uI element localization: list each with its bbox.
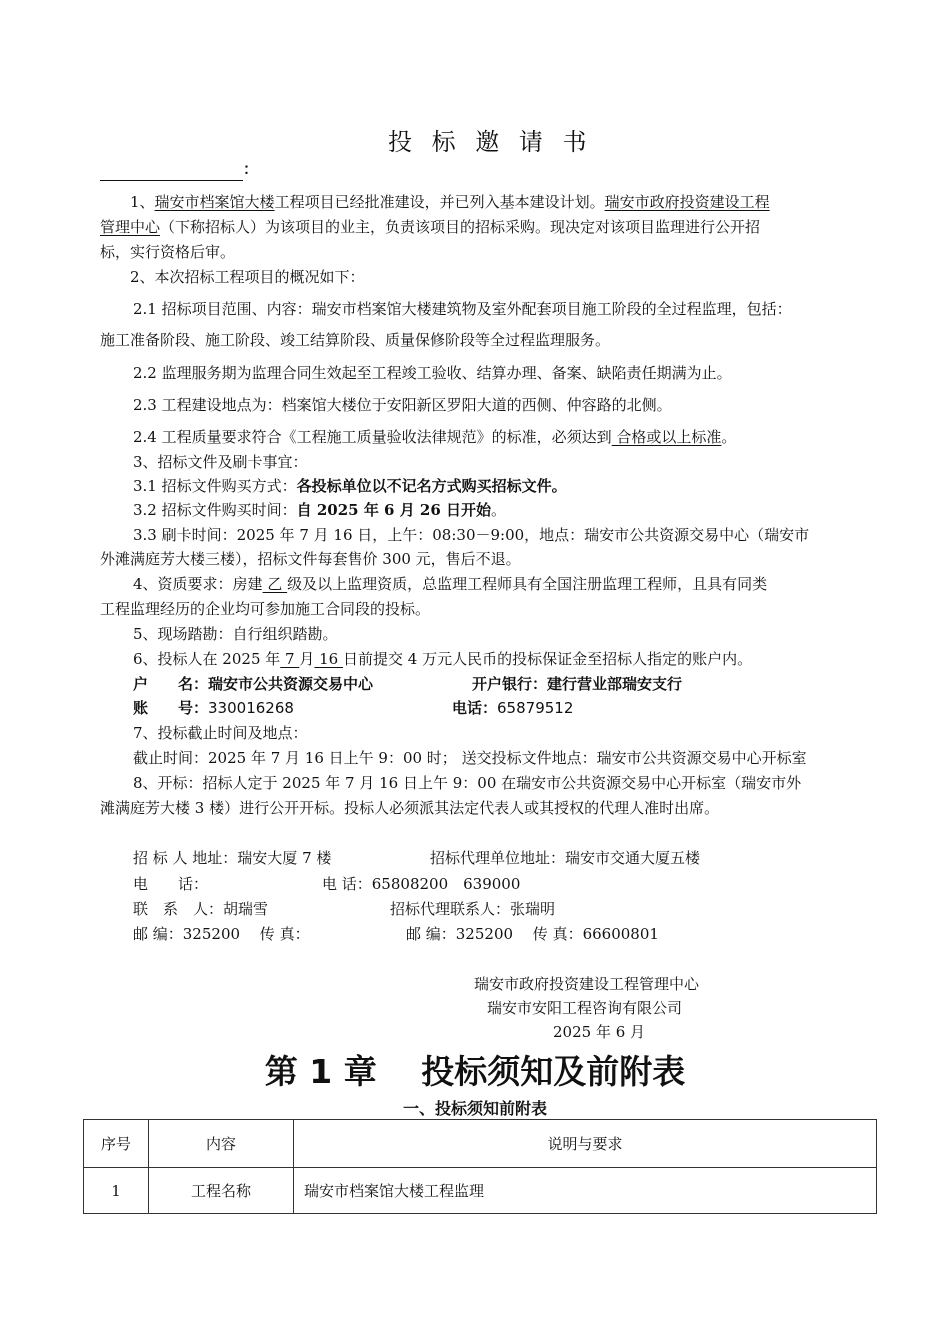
section-3-1: 3.1 招标文件购买方式：各投标单位以不记名方式购买招标文件。 bbox=[133, 477, 567, 495]
quality-standard: 合格或以上标准 bbox=[611, 428, 722, 446]
section-2-1-line-1: 2.1 招标项目范围、内容：瑞安市档案馆大楼建筑物及室外配套项目施工阶段的全过程监理，包括： bbox=[133, 300, 792, 318]
section-4-line-2: 工程监理经历的企业均可参加施工合同段的投标。 bbox=[100, 600, 431, 618]
tenderer-phone: 电 话： bbox=[133, 875, 209, 893]
section-6: 6、投标人在 2025 年 7 月 16 日前提交 4 万元人民币的投标保证金至招标人指定的账户内。 bbox=[133, 650, 753, 668]
row-description: 瑞安市档案馆大楼工程监理 bbox=[294, 1168, 877, 1214]
agent-phone: 电 话：65808200 639000 bbox=[322, 875, 521, 893]
section-2-4: 2.4 工程质量要求符合《工程施工质量验收法律规范》的标准，必须达到 合格或以上标准。 bbox=[133, 428, 737, 446]
para-1-line-2: 管理中心（下称招标人）为该项目的业主，负责该项目的招标采购。现决定对该项目监理进行公开招 bbox=[100, 218, 761, 236]
section-5: 5、现场踏勘：自行组织踏勘。 bbox=[133, 625, 338, 643]
header-index: 序号 bbox=[84, 1120, 149, 1168]
header-content: 内容 bbox=[149, 1120, 294, 1168]
row-index: 1 bbox=[84, 1168, 149, 1214]
row-content: 工程名称 bbox=[149, 1168, 294, 1214]
section-3-3-line-2: 外滩满庭芳大楼三楼），招标文件每套售价 300 元，售后不退。 bbox=[100, 550, 521, 568]
owner-name-part-1: 瑞安市政府投资建设工程 bbox=[604, 193, 770, 211]
section-7-detail: 截止时间：2025 年 7 月 16 日上午 9：00 时； 送交投标文件地点：瑞安市公共资源交易中心开标室 bbox=[133, 749, 807, 767]
signoff-date: 2025 年 6 月 bbox=[553, 1023, 646, 1041]
project-name: 瑞安市档案馆大楼 bbox=[154, 193, 275, 211]
owner-name-part-2: 管理中心 bbox=[100, 218, 161, 236]
section-4-line-1: 4、资质要求：房建 乙 级及以上监理资质，总监理工程师具有全国注册监理工程师，且具有同类 bbox=[133, 575, 768, 593]
tenderer-zip-fax: 邮 编：325200 传 真： bbox=[133, 925, 310, 943]
section-3-3-line-1: 3.3 刷卡时间：2025 年 7 月 16 日，上午：08:30－9:00，地点：瑞安市公共资源交易中心（瑞安市 bbox=[133, 526, 810, 544]
section-3-2: 3.2 招标文件购买时间：自 2025 年 6 月 26 日开始。 bbox=[133, 501, 507, 519]
section-8-line-2: 滩满庭芳大楼 3 楼）进行公开开标。投标人必须派其法定代表人或其授权的代理人准时出席。 bbox=[100, 799, 720, 817]
table-header-row bbox=[84, 1120, 877, 1168]
para-1-line-3: 标，实行资格后审。 bbox=[100, 243, 236, 261]
letter-title: 投 标 邀 请 书 bbox=[388, 128, 593, 156]
agent-contact: 招标代理联系人：张瑞明 bbox=[390, 900, 556, 918]
pre-table bbox=[83, 1119, 877, 1214]
bank-name: 开户银行：建行营业部瑞安支行 bbox=[472, 675, 683, 693]
qualification-grade: 乙 bbox=[262, 575, 288, 593]
salutation-blank bbox=[100, 162, 243, 181]
table-subtitle: 一、投标须知前附表 bbox=[402, 1099, 547, 1118]
deposit-day: 16 bbox=[314, 650, 343, 668]
table-row bbox=[84, 1168, 877, 1214]
section-2-3: 2.3 工程建设地点为：档案馆大楼位于安阳新区罗阳大道的西侧、仲容路的北侧。 bbox=[133, 396, 672, 414]
section-3-heading: 3、招标文件及刷卡事宜： bbox=[133, 453, 308, 471]
para-1-line-1: 1、瑞安市档案馆大楼工程项目已经批准建设，并已列入基本建设计划。瑞安市政府投资建设工程 bbox=[130, 193, 770, 211]
section-8-line-1: 8、开标：招标人定于 2025 年 7 月 16 日上午 9：00 在瑞安市公共资源交易中心开标室（瑞安市外 bbox=[133, 774, 802, 792]
tenderer-address: 招 标 人 地址：瑞安大厦 7 楼 bbox=[133, 849, 332, 867]
account-name: 户 名：瑞安市公共资源交易中心 bbox=[133, 675, 374, 693]
signoff-org-1: 瑞安市政府投资建设工程管理中心 bbox=[474, 975, 700, 993]
agent-zip-fax: 邮 编：325200 传 真：66600801 bbox=[406, 925, 659, 943]
signoff-org-2: 瑞安市安阳工程咨询有限公司 bbox=[487, 999, 683, 1017]
deposit-month: 7 bbox=[280, 650, 300, 668]
section-2-2: 2.2 监理服务期为监理合同生效起至工程竣工验收、结算办理、备案、缺陷责任期满为止。 bbox=[133, 364, 732, 382]
section-2-1-line-2: 施工准备阶段、施工阶段、竣工结算阶段、质量保修阶段等全过程监理服务。 bbox=[100, 331, 611, 349]
header-description: 说明与要求 bbox=[294, 1120, 877, 1168]
account-number: 账 号：330016268 bbox=[133, 699, 294, 717]
section-2-heading: 2、本次招标工程项目的概况如下： bbox=[130, 268, 365, 286]
agent-address: 招标代理单位地址：瑞安市交通大厦五楼 bbox=[430, 849, 701, 867]
chapter-title: 第 1 章 投标须知及前附表 bbox=[264, 1052, 686, 1091]
account-phone: 电话：65879512 bbox=[452, 699, 574, 717]
tenderer-contact: 联 系 人：胡瑞雪 bbox=[133, 900, 269, 918]
salutation-colon: ： bbox=[243, 160, 259, 178]
section-7-heading: 7、投标截止时间及地点： bbox=[133, 724, 308, 742]
